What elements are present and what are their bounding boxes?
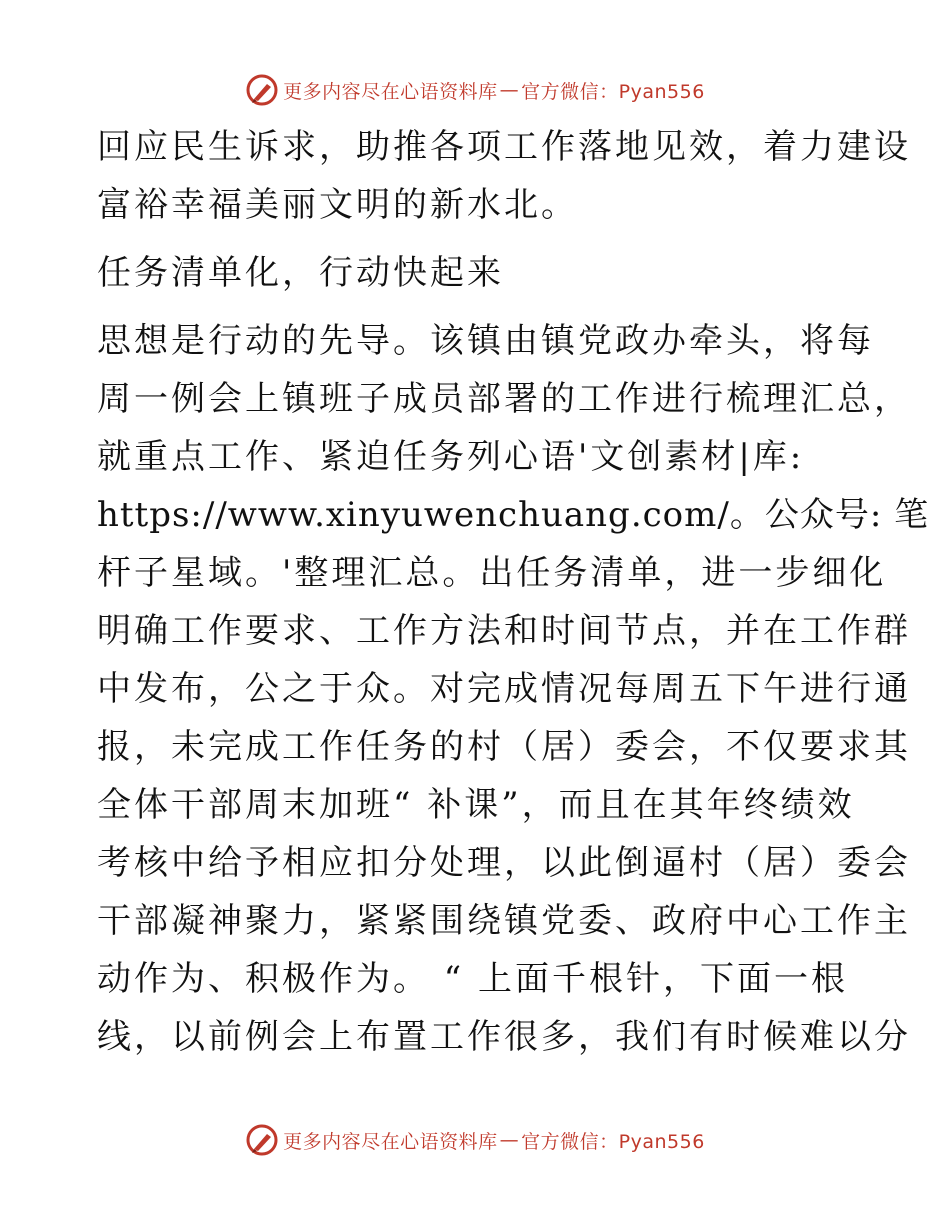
text-line: 回应民生诉求，助推各项工作落地见效，着力建设	[97, 127, 911, 167]
text-line: 考核中给予相应扣分处理，以此倒逼村（居）委会	[97, 843, 911, 883]
text-line: 报，未完成工作任务的村（居）委会，不仅要求其	[97, 727, 911, 767]
text-line: 富裕幸福美丽文明的新水北。	[97, 185, 578, 225]
text-line: 周一例会上镇班子成员部署的工作进行梳理汇总，	[97, 379, 911, 419]
text-line: 动作为、积极作为。 “ 上面千根针，下面一根	[97, 959, 848, 999]
text-line: https://www.xinyuwenchuang.com/。公众号: 笔	[97, 495, 930, 535]
watermark-header	[0, 70, 950, 110]
watermark-separator: —	[499, 1129, 520, 1151]
text-line: 全体干部周末加班“ 补课”，而且在其年终绩效	[97, 785, 855, 825]
paragraph	[97, 312, 930, 1066]
watermark-footer	[0, 1120, 950, 1160]
watermark-separator: —	[499, 79, 520, 101]
text-line: 中发布，公之于众。对完成情况每周五下午进行通	[97, 669, 911, 709]
document-body	[97, 118, 930, 1066]
pen-logo-icon	[245, 1123, 279, 1157]
paragraph	[97, 118, 911, 234]
text-line: 就重点工作、紧迫任务列心语'文创素材|库:	[97, 437, 805, 477]
watermark-text: 更多内容尽在心语资料库	[283, 1130, 498, 1153]
text-line: 干部凝神聚力，紧紧围绕镇党委、政府中心工作主	[97, 901, 911, 941]
text-line: 思想是行动的先导。该镇由镇党政办牵头，将每	[97, 321, 874, 361]
text-line: 杆子星域。'整理汇总。出任务清单，进一步细化	[97, 553, 887, 593]
watermark-account: 官方微信：Pyan556	[521, 1130, 705, 1153]
heading-line: 任务清单化，行动快起来	[97, 253, 504, 293]
text-line: 线，以前例会上布置工作很多，我们有时候难以分	[97, 1017, 911, 1057]
pen-logo-icon	[245, 73, 279, 107]
watermark-account: 官方微信：Pyan556	[521, 80, 705, 103]
text-line: 明确工作要求、工作方法和时间节点，并在工作群	[97, 611, 911, 651]
watermark-text: 更多内容尽在心语资料库	[283, 80, 498, 103]
section-heading	[97, 244, 857, 302]
